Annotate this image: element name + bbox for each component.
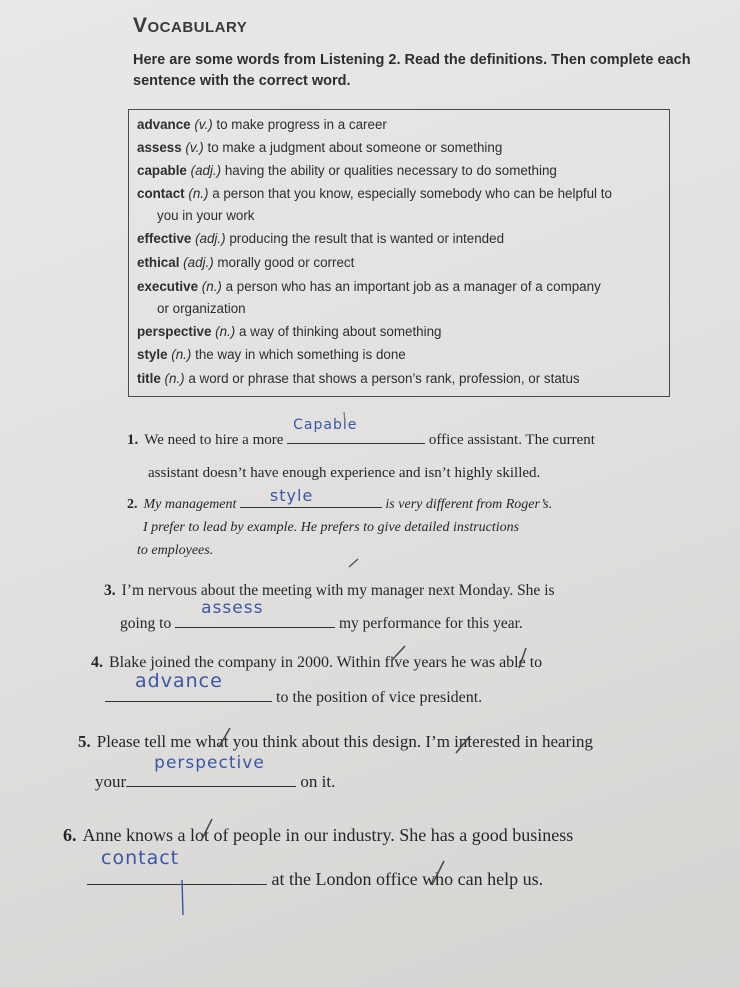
definition-executive: executive (n.) a person who has an important job as a manager of a company or organization xyxy=(137,279,601,316)
pencil-slash-4a xyxy=(392,646,405,660)
exercise-4-line-1: 4. Blake joined the company in 2000. Within five years he was able to xyxy=(91,654,543,671)
handwritten-answer-5: perspective xyxy=(154,753,265,773)
pencil-slash-6b xyxy=(432,861,444,885)
handwritten-answer-1: Capable xyxy=(293,417,358,433)
definition-capable: capable (adj.) having the ability or qualities necessary to do something xyxy=(137,163,557,178)
exercise-2-line-1: 2. My management style is very different from Roger’s. xyxy=(127,486,553,512)
definition-advance: advance (v.) to make progress in a career xyxy=(137,117,387,132)
instructions: Here are some words from Listening 2. Read the definitions. Then complete each sentence with the correct word. xyxy=(133,52,691,89)
section-title-text: Vocabulary xyxy=(133,14,248,37)
pencil-slash-5b xyxy=(456,736,470,753)
pencil-slash-3 xyxy=(349,559,358,567)
exercise-5-line-2: your perspective on it. xyxy=(78,762,593,802)
pencil-slash-4b xyxy=(519,648,526,668)
exercise-2-line-2: I prefer to lead by example. He prefers to give detailed instructions xyxy=(143,520,520,535)
exercise-1-line-1: 1. We need to hire a more Capable office assistant. The current xyxy=(127,424,595,457)
definition-effective: effective (adj.) producing the result that is wanted or intended xyxy=(137,231,505,246)
ink-stroke xyxy=(182,880,183,915)
definition-perspective: perspective (n.) a way of thinking about something xyxy=(137,324,442,339)
pencil-tick-mark xyxy=(344,412,345,422)
definition-style: style (n.) the way in which something is done xyxy=(137,347,406,362)
definition-title: title (n.) a word or phrase that shows a person’s rank, profession, or status xyxy=(137,371,580,386)
definition-assess: assess (v.) to make a judgment about someone or something xyxy=(137,140,503,155)
handwritten-answer-2: style xyxy=(269,486,314,505)
handwritten-answer-6: contact xyxy=(101,847,180,869)
pencil-slash-5a xyxy=(219,728,230,747)
exercise-3-line-2: going to assess my performance for this year. xyxy=(104,607,555,640)
handwritten-answer-3: assess xyxy=(201,598,264,618)
exercise-3-line-1: 3. I’m nervous about the meeting with my manager next Monday. She is xyxy=(104,582,555,599)
definition-contact: contact (n.) a person that you know, especially somebody who can be helpful to you in your work xyxy=(137,186,612,223)
handwritten-answer-4: advance xyxy=(135,670,223,692)
exercise-6-line-2: contact at the London office who can help us. xyxy=(63,857,573,901)
exercise-1-line-2: assistant doesn’t have enough experience and isn’t highly skilled. xyxy=(148,465,541,481)
exercise-4-line-2: advance to the position of vice president. xyxy=(91,680,542,715)
exercise-2-line-3: to employees. xyxy=(137,543,214,558)
pencil-slash-6a xyxy=(201,819,212,841)
exercise-6-line-1: 6. Anne knows a lot of people in our industry. She has a good business xyxy=(63,825,574,845)
exercise-5-line-1: 5. Please tell me what you think about this design. I’m interested in hearing xyxy=(78,732,593,751)
definition-ethical: ethical (adj.) morally good or correct xyxy=(137,255,355,270)
